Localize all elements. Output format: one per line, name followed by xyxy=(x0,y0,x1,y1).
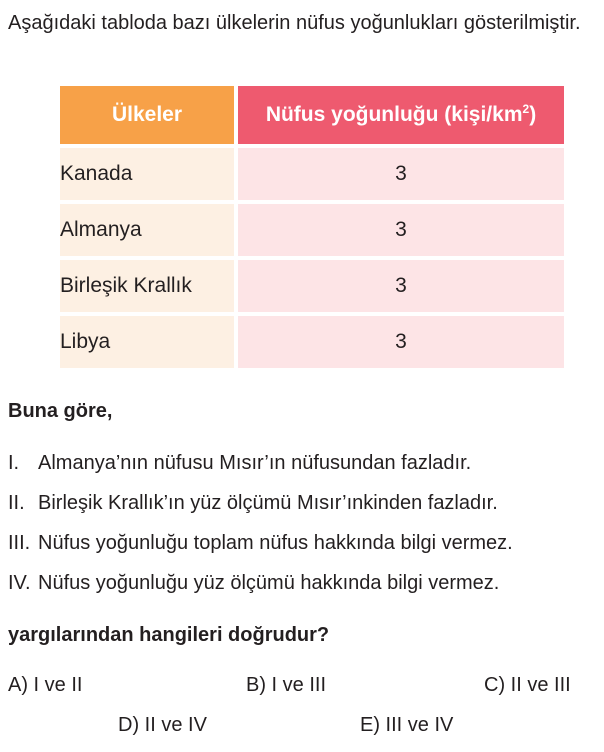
statement-item xyxy=(8,526,598,566)
density-cell: 3 xyxy=(238,316,564,368)
table-row xyxy=(60,260,564,312)
header-density-label: Nüfus yoğunluğu (kişi/km xyxy=(265,103,523,126)
option-c[interactable]: C) II ve III xyxy=(484,674,571,696)
statement-number: III. xyxy=(8,532,31,554)
table-row xyxy=(60,204,564,256)
lead-text: Buna göre, xyxy=(8,400,113,422)
country-cell: Kanada xyxy=(60,148,234,200)
statement-text: Nüfus yoğunluğu yüz ölçümü hakkında bilgi vermez. xyxy=(38,572,500,594)
header-countries: Ülkeler xyxy=(60,86,234,144)
density-cell: 3 xyxy=(238,148,564,200)
option-b[interactable]: B) I ve III xyxy=(246,674,327,696)
statement-text: Almanya’nın nüfusu Mısır’ın nüfusundan fazladır. xyxy=(38,452,472,474)
statement-number: IV. xyxy=(8,572,31,594)
question-text: yargılarından hangileri doğrudur? xyxy=(8,624,330,646)
country-cell: Almanya xyxy=(60,204,234,256)
statement-number: I. xyxy=(8,452,20,474)
header-population-density xyxy=(238,86,564,144)
statement-item xyxy=(8,446,598,486)
statement-item xyxy=(8,566,598,606)
statement-text: Birleşik Krallık’ın yüz ölçümü Mısır’ınkinden fazladır. xyxy=(38,492,498,514)
table-row xyxy=(60,316,564,368)
option-d[interactable]: D) II ve IV xyxy=(118,714,207,736)
header-density-close: ) xyxy=(529,103,537,126)
statement-item xyxy=(8,486,598,526)
statement-text: Nüfus yoğunluğu toplam nüfus hakkında bilgi vermez. xyxy=(38,532,513,554)
table-row xyxy=(60,148,564,200)
statement-number: II. xyxy=(8,492,25,514)
density-cell: 3 xyxy=(238,260,564,312)
option-a[interactable]: A) I ve II xyxy=(8,674,83,696)
density-cell: 3 xyxy=(238,204,564,256)
statement-list xyxy=(8,446,598,606)
country-cell: Birleşik Krallık xyxy=(60,260,234,312)
option-e[interactable]: E) III ve IV xyxy=(360,714,454,736)
country-cell: Libya xyxy=(60,316,234,368)
intro-text: Aşağıdaki tabloda bazı ülkelerin nüfus yoğunlukları gösterilmiştir. xyxy=(8,12,581,34)
population-density-table xyxy=(56,82,568,372)
table-header-row xyxy=(60,86,564,144)
header-density-exponent: 2 xyxy=(522,102,530,116)
